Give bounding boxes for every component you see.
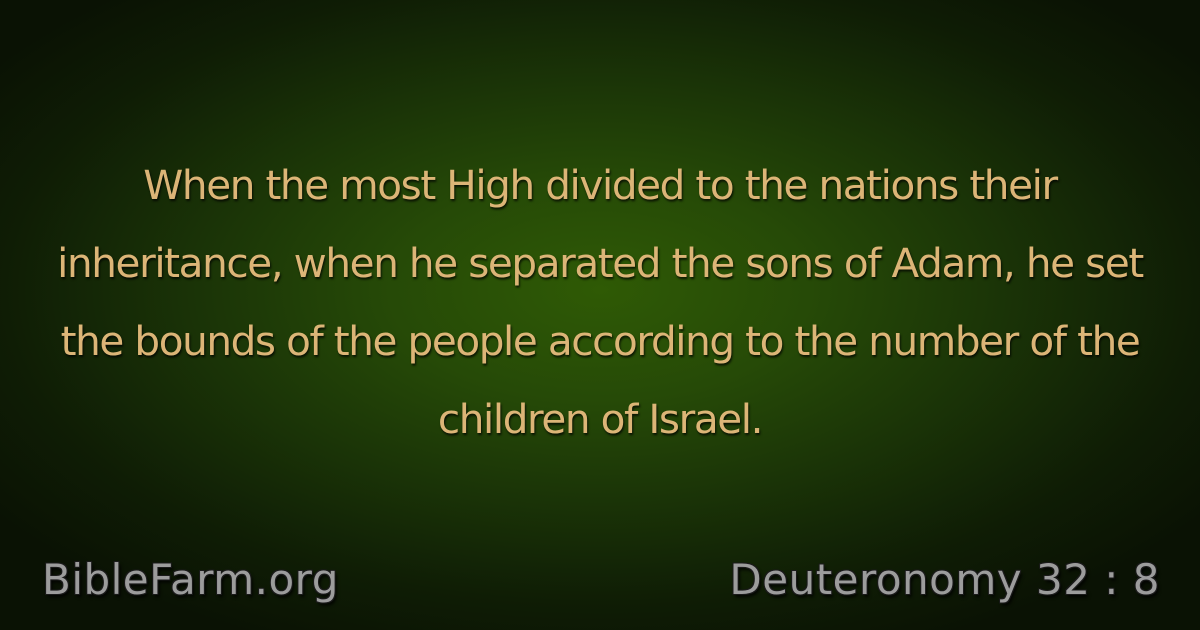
verse-reference: Deuteronomy 32 : 8 xyxy=(729,555,1160,604)
verse-text: When the most High divided to the nations their inheritance, when he separated the sons of Adam, he set the bounds of the people according to the number of the children of Israel. xyxy=(57,161,1143,443)
site-name: BibleFarm.org xyxy=(42,555,339,604)
